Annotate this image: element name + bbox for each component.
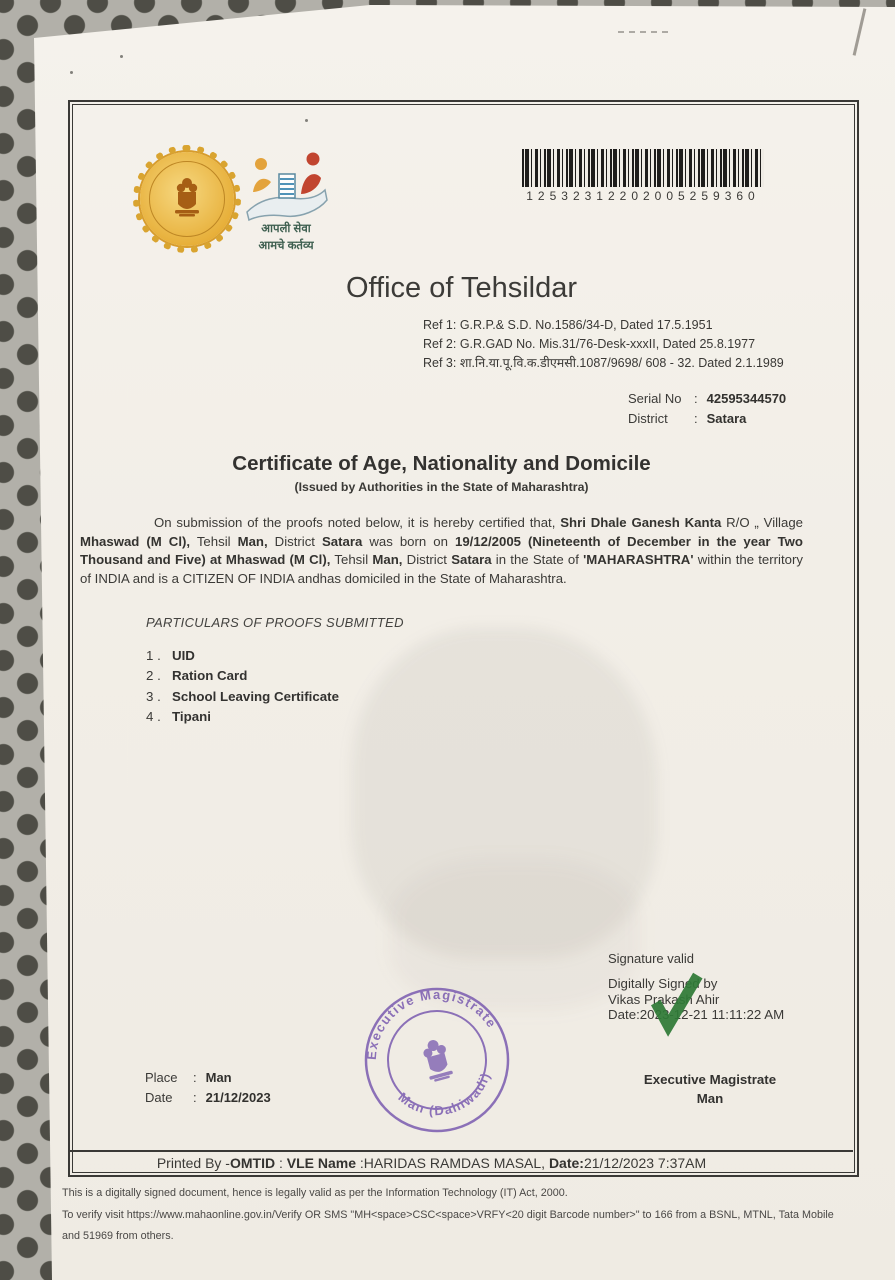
reference-list	[423, 316, 784, 372]
pen-mark	[618, 31, 670, 33]
office-title: Office of Tehsildar	[345, 272, 578, 304]
serial-value: 42595344570	[706, 391, 787, 406]
signatory-designation	[625, 1070, 795, 1108]
place-label: Place	[145, 1070, 178, 1085]
barcode-icon	[522, 149, 764, 187]
aaple-sarkar-tagline	[236, 221, 336, 254]
paper-speck	[120, 55, 123, 58]
proof-item	[146, 687, 339, 707]
signer-name: Vikas Prakash Ahir	[608, 991, 720, 1007]
place-value: Man	[205, 1070, 232, 1085]
proof-number: 4 .	[146, 709, 161, 725]
colon: :	[193, 1070, 197, 1085]
ref-line-1: Ref 1: G.R.P.& S.D. No.1586/34-D, Dated 17.5.1951	[423, 318, 713, 332]
date-label: Date	[145, 1089, 173, 1105]
signature-date: Date:2023-12-21 11:11:22 AM	[608, 1007, 785, 1023]
proof-label: School Leaving Certificate	[172, 688, 339, 704]
proof-number: 1 .	[146, 648, 161, 663]
proof-item	[146, 646, 339, 666]
serial-district-block	[628, 389, 786, 428]
date-row	[145, 1088, 271, 1108]
barcode-number: 12532312202005259360	[526, 189, 760, 203]
designation-title: Executive Magistrate	[643, 1072, 777, 1087]
stamp-arc-top-text: Executive Magistrate	[363, 986, 500, 1061]
green-checkmark-icon	[641, 962, 708, 1040]
serial-row	[628, 389, 786, 409]
executive-magistrate-stamp	[362, 985, 512, 1135]
aaple-tagline-line1: आपली सेवा	[261, 223, 311, 235]
proof-item	[146, 707, 339, 727]
district-row	[628, 409, 786, 429]
serial-label: Serial No	[628, 391, 682, 406]
proof-number: 2 .	[146, 668, 161, 684]
colon: :	[694, 391, 698, 406]
certificate-body: On submission of the proofs noted below, it is hereby certified that, Shri Dhale Ganesh Kanta R/O „ Village Mhaswad (M Cl), Tehsil Man, District Satara was born on 19/12/2005 (Nineteenth of December in the year Two Thousand and Five) at Mhaswad (M Cl), Tehsil Man, District Satara in the State of 'MAHARASHTRA' within the territory of INDIA and is a CITIZEN OF INDIA andhas domiciled in the State of Maharashtra.	[80, 515, 803, 586]
designation-place: Man	[696, 1091, 724, 1106]
colon: :	[694, 410, 698, 426]
footer-divider	[70, 1150, 853, 1152]
aaple-sarkar-logo-icon	[243, 150, 329, 226]
fine-print-line2: To verify visit https://www.mahaonline.gov.in/Verify OR SMS "MH<space>CSC<space>VRFY<20 digit Barcode number>" to 166 from a BSNL, MTNL, Tata Mobile and 51969 from others.	[62, 1208, 834, 1242]
certificate-subtitle: (Issued by Authorities in the State of Maharashtra)	[294, 480, 589, 494]
date-value: 21/12/2023	[205, 1089, 271, 1105]
svg-text:Man (Dahiwadi)	[393, 1066, 501, 1129]
place-row	[145, 1068, 271, 1088]
ref-line-2: Ref 2: G.R.GAD No. Mis.31/76-Desk-xxxII, Dated 25.8.1977	[423, 336, 756, 351]
signed-by-text: Digitally Signed by	[608, 976, 718, 991]
colon: :	[193, 1089, 197, 1105]
proof-item	[146, 666, 339, 686]
stamp-arc-bottom-text: Man (Dahiwadi)	[395, 1069, 494, 1119]
proof-number: 3 .	[146, 688, 161, 704]
district-label: District	[628, 410, 668, 426]
district-value: Satara	[706, 410, 747, 426]
proof-label: UID	[172, 648, 195, 663]
place-date-block	[145, 1068, 271, 1107]
proof-label: Tipani	[172, 709, 211, 725]
signature-valid-text: Signature valid	[608, 951, 694, 966]
ashoka-emblem-icon	[420, 1037, 454, 1083]
seal-emblem-icon	[167, 176, 207, 222]
fine-print-line1: This is a digitally signed document, hence is legally valid as per the Information Technology (IT) Act, 2000.	[62, 1187, 568, 1199]
legal-fine-print	[62, 1183, 854, 1248]
proofs-heading: PARTICULARS OF PROOFS SUBMITTED	[146, 615, 404, 630]
printed-by-row: Printed By -OMTID : VLE Name :HARIDAS RAMDAS MASAL, Date:21/12/2023 7:37AM	[156, 1155, 707, 1171]
ref-line-3: Ref 3: शा.नि.या.पू.वि.क.डीएमसी.1087/9698/ 608 - 32. Dated 2.1.1989	[423, 355, 784, 370]
paper-speck	[70, 71, 73, 74]
certificate-title: Certificate of Age, Nationality and Domicile	[232, 452, 651, 475]
proof-label: Ration Card	[172, 668, 248, 684]
maharashtra-govt-seal-icon	[140, 152, 234, 246]
aaple-tagline-line2: आमचे कर्तव्य	[258, 239, 314, 252]
proofs-list	[146, 646, 339, 728]
